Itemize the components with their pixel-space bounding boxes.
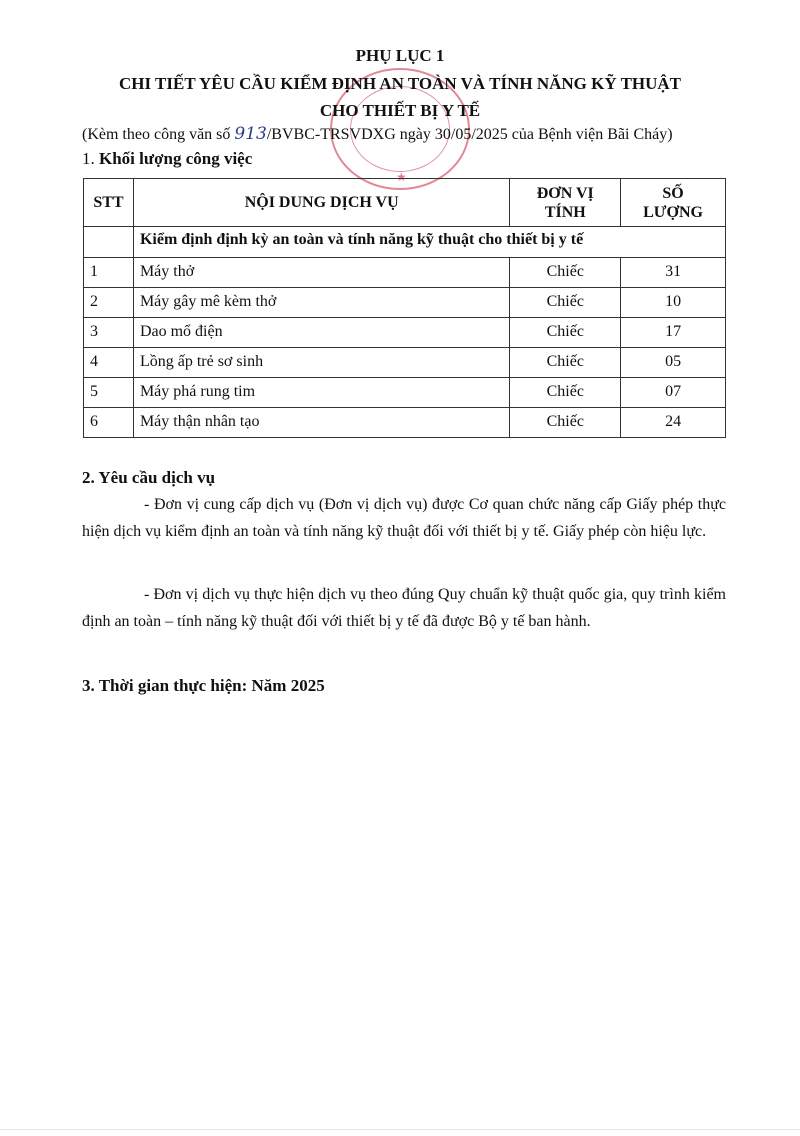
row-content: Dao mổ điện (133, 318, 509, 348)
row-stt: 5 (84, 378, 134, 408)
row-quantity: 31 (621, 258, 726, 288)
table-row (84, 318, 726, 348)
attachment-prefix: (Kèm theo công văn số (82, 126, 235, 143)
section1-heading (82, 149, 252, 169)
attachment-suffix: /BVBC-TRSVDXG ngày 30/05/2025 của Bệnh viện Bãi Cháy) (266, 126, 673, 143)
row-unit: Chiếc (510, 348, 621, 378)
section2-heading: 2. Yêu cầu dịch vụ (82, 468, 216, 487)
header-content: NỘI DUNG DỊCH VỤ (133, 179, 509, 227)
row-unit: Chiếc (510, 378, 621, 408)
header-unit-line2: TÍNH (544, 203, 586, 221)
row-content: Máy phá rung tim (133, 378, 509, 408)
header-unit-line1: ĐƠN VỊ (536, 184, 594, 202)
seal-star-icon: ★ (396, 170, 407, 184)
document-title-line2: CHO THIẾT BỊ Y TẾ (319, 101, 481, 120)
workload-table (83, 178, 726, 438)
section2-paragraph1: - Đơn vị cung cấp dịch vụ (Đơn vị dịch vụ) được Cơ quan chức năng cấp Giấy phép thực hiện dịch vụ kiểm định an toàn và tính năng kỹ thuật đối với thiết bị y tế. Giấy phép còn hiệu lực. (82, 496, 726, 540)
section1-number: 1. (82, 149, 95, 168)
row-content: Máy thận nhân tạo (133, 408, 509, 438)
group-title-cell: Kiểm định định kỳ an toàn và tính năng kỹ thuật cho thiết bị y tế (133, 227, 725, 258)
section1-title: Khối lượng công việc (99, 149, 253, 168)
row-quantity: 05 (621, 348, 726, 378)
table-row (84, 408, 726, 438)
section2-paragraph2: - Đơn vị dịch vụ thực hiện dịch vụ theo đúng Quy chuẩn kỹ thuật quốc gia, quy trình kiểm định an toàn – tính năng kỹ thuật đối với thiết bị y tế đã được Bộ y tế ban hành. (82, 586, 726, 630)
row-content: Lồng ấp trẻ sơ sinh (133, 348, 509, 378)
table-row (84, 348, 726, 378)
section3-heading: 3. Thời gian thực hiện: Năm 2025 (82, 676, 325, 695)
row-unit: Chiếc (510, 258, 621, 288)
document-title-line1: CHI TIẾT YÊU CẦU KIỂM ĐỊNH AN TOÀN VÀ TÍNH NĂNG KỸ THUẬT (118, 74, 682, 93)
row-quantity: 10 (621, 288, 726, 318)
table-row (84, 258, 726, 288)
group-title-row (84, 227, 726, 258)
scan-bottom-edge (0, 1129, 800, 1130)
row-stt: 4 (84, 348, 134, 378)
table-row (84, 288, 726, 318)
group-empty-cell (84, 227, 134, 258)
row-stt: 2 (84, 288, 134, 318)
table-row (84, 378, 726, 408)
row-stt: 1 (84, 258, 134, 288)
row-content: Máy thở (133, 258, 509, 288)
header-unit (510, 179, 621, 227)
row-stt: 3 (84, 318, 134, 348)
row-quantity: 24 (621, 408, 726, 438)
row-content: Máy gây mê kèm thở (133, 288, 509, 318)
header-qty-line1: SỐ (662, 184, 684, 202)
header-stt: STT (84, 179, 134, 227)
row-stt: 6 (84, 408, 134, 438)
row-unit: Chiếc (510, 318, 621, 348)
handwritten-document-number: 913 (234, 124, 267, 144)
header-qty-line2: LƯỢNG (643, 203, 703, 221)
header-quantity (621, 179, 726, 227)
appendix-title: PHỤ LỤC 1 (355, 46, 445, 65)
row-quantity: 17 (621, 318, 726, 348)
row-quantity: 07 (621, 378, 726, 408)
attachment-note (82, 124, 673, 144)
row-unit: Chiếc (510, 288, 621, 318)
row-unit: Chiếc (510, 408, 621, 438)
table-header-row (84, 179, 726, 227)
